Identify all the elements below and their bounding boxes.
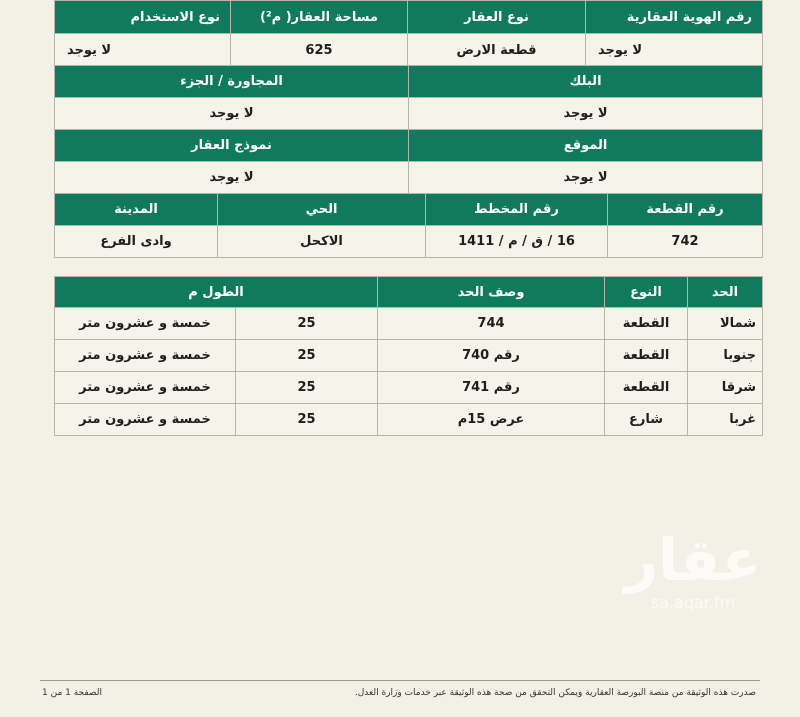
header-block: البلك xyxy=(409,66,763,98)
boundary-description: رقم 741 xyxy=(378,372,605,404)
page-number: الصفحة 1 من 1 xyxy=(42,688,102,698)
value-plot-number: 742 xyxy=(608,226,763,258)
value-property-type: قطعة الارض xyxy=(408,34,586,67)
boundaries-header-row xyxy=(55,277,763,308)
table-row xyxy=(55,308,763,340)
table-row xyxy=(55,340,763,372)
boundary-length: 25 xyxy=(236,404,378,436)
boundary-side: غربا xyxy=(688,404,763,436)
header-scheme-number: رقم المخطط xyxy=(426,194,608,226)
boundary-length: 25 xyxy=(236,372,378,404)
boundary-length: 25 xyxy=(236,308,378,340)
boundary-side: جنوبا xyxy=(688,340,763,372)
value-block: لا يوجد xyxy=(409,98,763,130)
property-info-table xyxy=(54,0,763,67)
boundary-description: عرض 15م xyxy=(378,404,605,436)
block-header-row xyxy=(55,66,763,98)
boundary-description: رقم 740 xyxy=(378,340,605,372)
footer-divider xyxy=(40,680,760,681)
header-usage-type: نوع الاستخدام xyxy=(55,1,231,34)
boundary-length-text: خمسة و عشرون متر xyxy=(55,340,236,372)
header-boundary-side: الحد xyxy=(688,277,763,308)
header-plot-number: رقم القطعة xyxy=(608,194,763,226)
header-property-id: رقم الهوية العقارية xyxy=(586,1,763,34)
header-neighborhood-part: المجاورة / الجزء xyxy=(55,66,409,98)
plot-table xyxy=(54,193,763,258)
header-property-model: نموذج العقار xyxy=(55,130,409,162)
value-district: الاكحل xyxy=(218,226,426,258)
boundary-type: شارع xyxy=(605,404,688,436)
boundary-side: شمالا xyxy=(688,308,763,340)
plot-value-row xyxy=(55,226,763,258)
value-property-model: لا يوجد xyxy=(55,162,409,194)
boundary-description: 744 xyxy=(378,308,605,340)
value-usage-type: لا يوجد xyxy=(55,34,231,67)
table-row xyxy=(55,372,763,404)
location-table xyxy=(54,129,763,194)
boundary-type: القطعة xyxy=(605,340,688,372)
value-property-id: لا يوجد xyxy=(586,34,763,67)
aqar-watermark xyxy=(608,525,778,620)
boundary-length: 25 xyxy=(236,340,378,372)
header-boundary-type: النوع xyxy=(605,277,688,308)
boundary-type: القطعة xyxy=(605,308,688,340)
plot-header-row xyxy=(55,194,763,226)
boundary-type: القطعة xyxy=(605,372,688,404)
watermark-logo-text: عقار xyxy=(624,526,762,594)
value-property-area: 625 xyxy=(231,34,408,67)
header-city: المدينة xyxy=(55,194,218,226)
footer-note: صدرت هذه الوثيقة من منصة البورصة العقارية ويمكن التحقق من صحة هذه الوثيقة عبر خدمات وزارة العدل. xyxy=(354,688,756,698)
location-value-row xyxy=(55,162,763,194)
property-header-row xyxy=(55,1,763,34)
block-table xyxy=(54,65,763,130)
header-boundary-length: الطول م xyxy=(55,277,378,308)
value-location: لا يوجد xyxy=(409,162,763,194)
header-property-type: نوع العقار xyxy=(408,1,586,34)
header-property-area: مساحة العقار( م²) xyxy=(231,1,408,34)
value-scheme-number: 16 / ق / م / 1411 xyxy=(426,226,608,258)
table-row xyxy=(55,404,763,436)
boundary-length-text: خمسة و عشرون متر xyxy=(55,308,236,340)
location-header-row xyxy=(55,130,763,162)
boundary-length-text: خمسة و عشرون متر xyxy=(55,372,236,404)
value-neighborhood-part: لا يوجد xyxy=(55,98,409,130)
boundary-length-text: خمسة و عشرون متر xyxy=(55,404,236,436)
value-city: وادى الفرع xyxy=(55,226,218,258)
watermark-url: sa.aqar.fm xyxy=(650,593,736,612)
block-value-row xyxy=(55,98,763,130)
header-district: الحي xyxy=(218,194,426,226)
header-boundary-description: وصف الحد xyxy=(378,277,605,308)
boundaries-table xyxy=(54,276,763,436)
boundary-side: شرقا xyxy=(688,372,763,404)
header-location: الموقع xyxy=(409,130,763,162)
property-value-row xyxy=(55,34,763,67)
